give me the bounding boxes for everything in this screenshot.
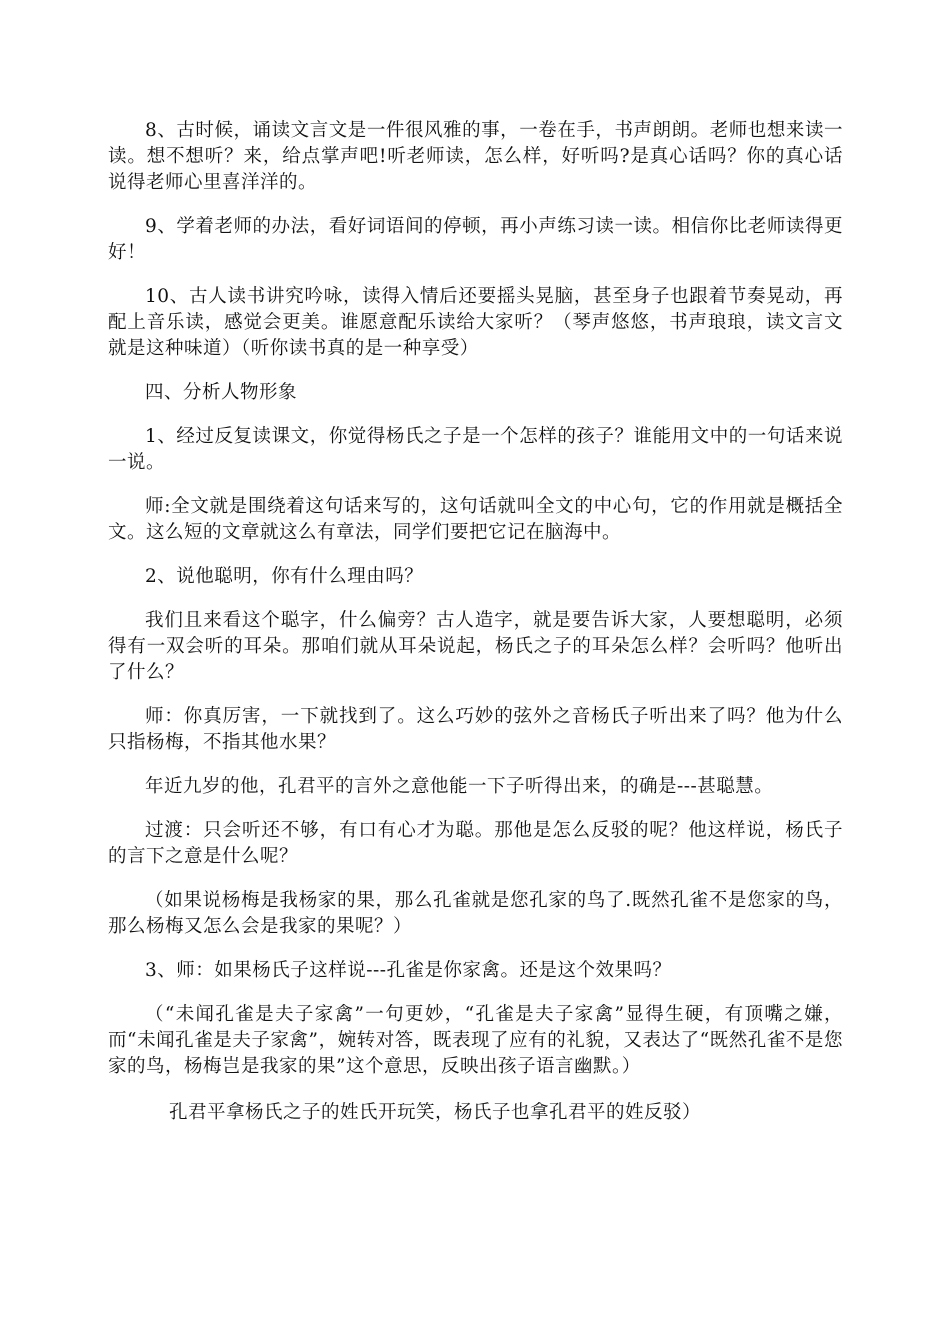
wording-analysis: （“未闻孔雀是夫子家禽”一句更妙，“孔雀是夫子家禽”显得生硬，有顶嘴之嫌，而“未闻孔雀是夫子家禽”，婉转对答，既表现了应有的礼貌，又表达了“既然孔雀不是您家的鸟，杨梅岂是我家的果”这个意思，反映出孩子语言幽默。）	[108, 1004, 843, 1077]
question-3: 3、师：如果杨氏子这样说---孔雀是你家禽。还是这个效果吗？	[145, 960, 672, 981]
transition-paragraph: 过渡：只会听还不够，有口有心才为聪。那他是怎么反驳的呢？他这样说，杨氏子的言下之意是什么呢？	[108, 820, 843, 867]
surname-joke-paragraph: 孔君平拿杨氏之子的姓氏开玩笑，杨氏子也拿孔君平的姓反驳）	[169, 1102, 702, 1123]
ear-paragraph: 我们且来看这个聪字，什么偏旁？古人造字，就是要告诉大家，人要想聪明，必须得有一双会听的耳朵。那咱们就从耳朵说起，杨氏之子的耳朵怎么样？会听吗？他听出了什么？	[108, 610, 843, 683]
paragraph-10: 10、古人读书讲究吟咏，读得入情后还要摇头晃脑，甚至身子也跟着节奏晃动，再配上音乐读，感觉会更美。谁愿意配乐读给大家听？（琴声悠悠，书声琅琅，读文言文就是这种味道）（听你读书真的是一种享受）	[108, 286, 843, 359]
paragraph-8: 8、古时候，诵读文言文是一件很风雅的事，一卷在手，书声朗朗。老师也想来读一读。想不想听？来，给点掌声吧!听老师读，怎么样，好听吗?是真心话吗？你的真心话说得老师心里喜洋洋的。	[108, 120, 843, 193]
document-page	[108, 118, 843, 1144]
question-2: 2、说他聪明，你有什么理由吗？	[145, 566, 424, 587]
age-nine-paragraph: 年近九岁的他，孔君平的言外之意他能一下子听得出来，的确是---甚聪慧。	[145, 776, 774, 797]
teacher-central-sentence: 师:全文就是围绕着这句话来写的，这句话就叫全文的中心句，它的作用就是概括全文。这么短的文章就这么有章法，同学们要把它记在脑海中。	[108, 496, 843, 543]
teacher-praise: 师：你真厉害，一下就找到了。这么巧妙的弦外之音杨氏子听出来了吗？他为什么只指杨梅，不指其他水果？	[108, 706, 843, 753]
paragraph-9: 9、学着老师的办法，看好词语间的停顿，再小声练习读一读。相信你比老师读得更好！	[108, 216, 843, 263]
section-heading-character-analysis: 四、分析人物形象	[145, 382, 298, 403]
peacock-explanation: （如果说杨梅是我杨家的果，那么孔雀就是您孔家的鸟了.既然孔雀不是您家的鸟，那么杨梅又怎么会是我家的果呢？）	[108, 890, 843, 937]
question-1: 1、经过反复读课文，你觉得杨氏之子是一个怎样的孩子？谁能用文中的一句话来说一说。	[108, 426, 843, 473]
